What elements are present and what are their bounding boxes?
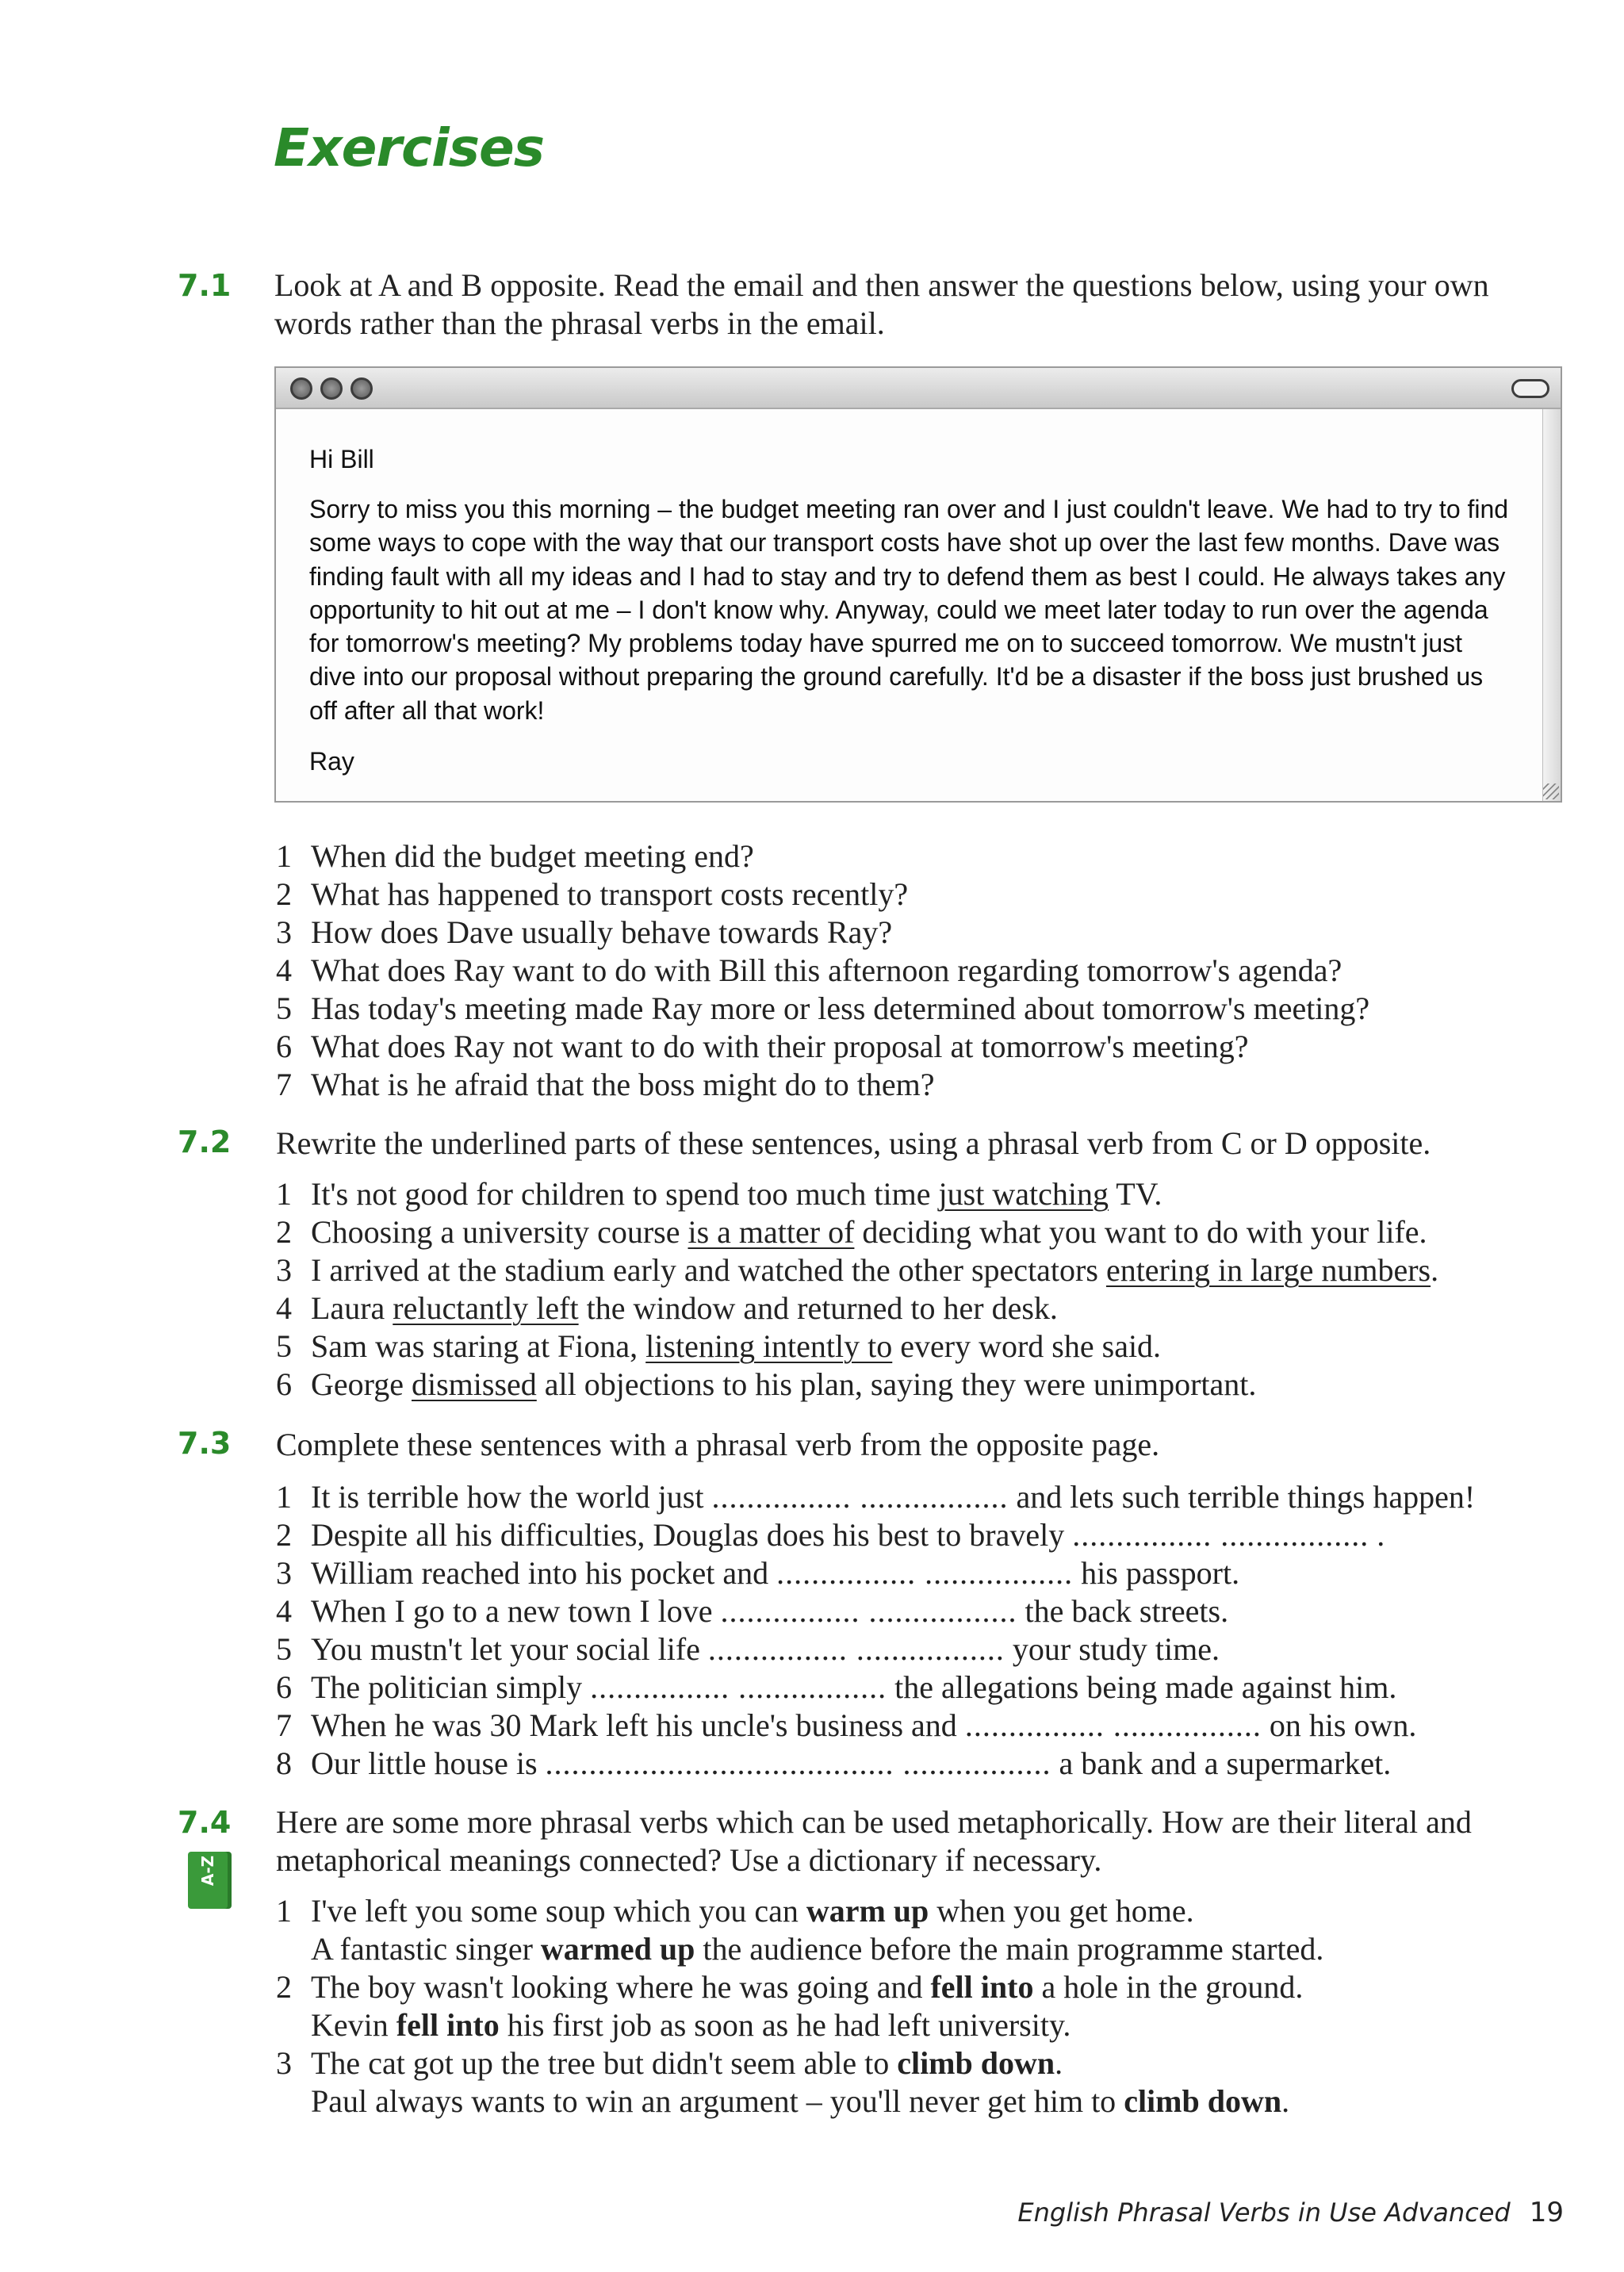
list-item: 5 Has today's meeting made Ray more or less determined about tomorrow's meeting? xyxy=(276,990,1370,1026)
answer-gap[interactable]: ................ ................. xyxy=(776,1555,1074,1591)
list-item: 1 It's not good for children to spend too much time just watching TV. xyxy=(276,1176,1162,1212)
question-list xyxy=(276,837,1369,1104)
answer-gap[interactable]: ........................................ ................. xyxy=(545,1745,1051,1781)
list-item: 3 How does Dave usually behave towards Ray? xyxy=(276,914,893,950)
email-window xyxy=(274,366,1562,803)
list-item: 4 What does Ray want to do with Bill this afternoon regarding tomorrow's agenda? xyxy=(276,952,1342,988)
list-item: 2 What has happened to transport costs recently? xyxy=(276,876,909,912)
toolbar-toggle-icon[interactable] xyxy=(1511,379,1549,398)
exercise-instruction: Look at A and B opposite. Read the email and then answer the questions below, using your own words rather than the phrasal verbs in the email. xyxy=(274,267,1489,341)
exercise-instruction: Here are some more phrasal verbs which can be used metaphorically. How are their literal and metaphorical meanings connected? Use a dictionary if necessary. xyxy=(276,1804,1472,1878)
list-item: 3 I arrived at the stadium early and watched the other spectators entering in large numbers. xyxy=(276,1252,1439,1288)
list-item: 6 The politician simply ................ ................. the allegations being made against him. xyxy=(276,1669,1397,1705)
list-item: 6 What does Ray not want to do with their proposal at tomorrow's meeting? xyxy=(276,1029,1249,1064)
answer-gap[interactable]: ................ ................. xyxy=(711,1479,1009,1515)
close-window-icon[interactable] xyxy=(290,377,312,400)
exercise-instruction: Rewrite the underlined parts of these sentences, using a phrasal verb from C or D opposite. xyxy=(276,1125,1431,1161)
list-item: 5 Sam was staring at Fiona, listening intently to every word she said. xyxy=(276,1328,1162,1364)
email-greeting: Hi Bill xyxy=(309,445,374,473)
exercise-number: 7.2 xyxy=(178,1125,232,1159)
list-item: 6 George dismissed all objections to his plan, saying they were unimportant. xyxy=(276,1366,1257,1402)
list-item: Kevin fell into his first job as soon as he had left university. xyxy=(311,2007,1071,2043)
exercise-instruction: Complete these sentences with a phrasal verb from the opposite page. xyxy=(276,1427,1160,1462)
list-item: 8 Our little house is ........................................ ................. a bank and a supermarket. xyxy=(276,1745,1392,1781)
page-number: 19 xyxy=(1529,2197,1564,2228)
list-item: 1 I've left you some soup which you can warm up when you get home. xyxy=(276,1893,1194,1929)
list-item: 2 Despite all his difficulties, Douglas does his best to bravely ................ ................. . xyxy=(276,1517,1385,1553)
answer-gap[interactable]: ................ ................. xyxy=(707,1631,1005,1667)
answer-gap[interactable]: ................ ................. xyxy=(1072,1517,1369,1553)
list-item: Paul always wants to win an argument – you'll never get him to climb down. xyxy=(311,2083,1290,2119)
list-item: 7 When he was 30 Mark left his uncle's business and ................ ................. on his own. xyxy=(276,1707,1417,1743)
email-titlebar xyxy=(276,368,1561,409)
list-item: 1 When did the budget meeting end? xyxy=(276,838,754,874)
answer-gap[interactable]: ................ ................. xyxy=(964,1707,1262,1743)
scrollbar[interactable] xyxy=(1542,409,1561,801)
list-item: 3 The cat got up the tree but didn't seem able to climb down. xyxy=(276,2045,1063,2081)
list-item: 5 You mustn't let your social life ................ ................. your study time. xyxy=(276,1631,1220,1667)
list-item: 7 What is he afraid that the boss might do to them? xyxy=(276,1067,935,1102)
page-title: Exercises xyxy=(274,117,545,178)
exercise-number: 7.4 xyxy=(178,1805,232,1840)
page-footer xyxy=(1017,2197,1564,2228)
phrasal-verb-list xyxy=(276,1892,1323,2121)
resize-grip-icon[interactable] xyxy=(1543,784,1559,799)
list-item: 3 William reached into his pocket and ................ ................. his passport. xyxy=(276,1555,1240,1591)
answer-gap[interactable]: ................ ................. xyxy=(590,1669,887,1705)
book-title: English Phrasal Verbs in Use Advanced xyxy=(1017,2197,1511,2228)
gap-fill-list xyxy=(276,1478,1475,1783)
exercise-number: 7.3 xyxy=(178,1426,232,1461)
minimize-window-icon[interactable] xyxy=(320,377,343,400)
list-item: 2 Choosing a university course is a matter of deciding what you want to do with your life. xyxy=(276,1214,1427,1250)
list-item: 4 When I go to a new town I love ................ ................. the back streets. xyxy=(276,1593,1229,1629)
zoom-window-icon[interactable] xyxy=(350,377,373,400)
list-item: 4 Laura reluctantly left the window and returned to her desk. xyxy=(276,1290,1058,1326)
email-body: Sorry to miss you this morning – the budget meeting ran over and I just couldn't leave. We had to try to find some ways to cope with the way that our transport costs have shot up over the last few months. Dave was finding fault with all my ideas and I had to stay and try to defend them as best I could. He always takes any opportunity to hit out at me – I don't know why. Anyway, could we meet later today to run over the agenda for tomorrow's meeting? My problems today have spurred me on to succeed tomorrow. We mustn't just dive into our proposal without preparing the ground carefully. It'd be a disaster if the boss just brushed us off after all that work! xyxy=(309,495,1509,725)
dictionary-icon: A-Z xyxy=(188,1852,228,1909)
sentence-list xyxy=(276,1175,1438,1404)
list-item: A fantastic singer warmed up the audience before the main programme started. xyxy=(311,1931,1324,1967)
answer-gap[interactable]: ................ ................. xyxy=(720,1593,1017,1629)
email-signature: Ray xyxy=(309,747,354,776)
list-item: 2 The boy wasn't looking where he was going and fell into a hole in the ground. xyxy=(276,1969,1304,2005)
list-item: 1 It is terrible how the world just ................ ................. and lets such terrible things happen! xyxy=(276,1479,1476,1515)
exercise-number: 7.1 xyxy=(178,268,232,303)
